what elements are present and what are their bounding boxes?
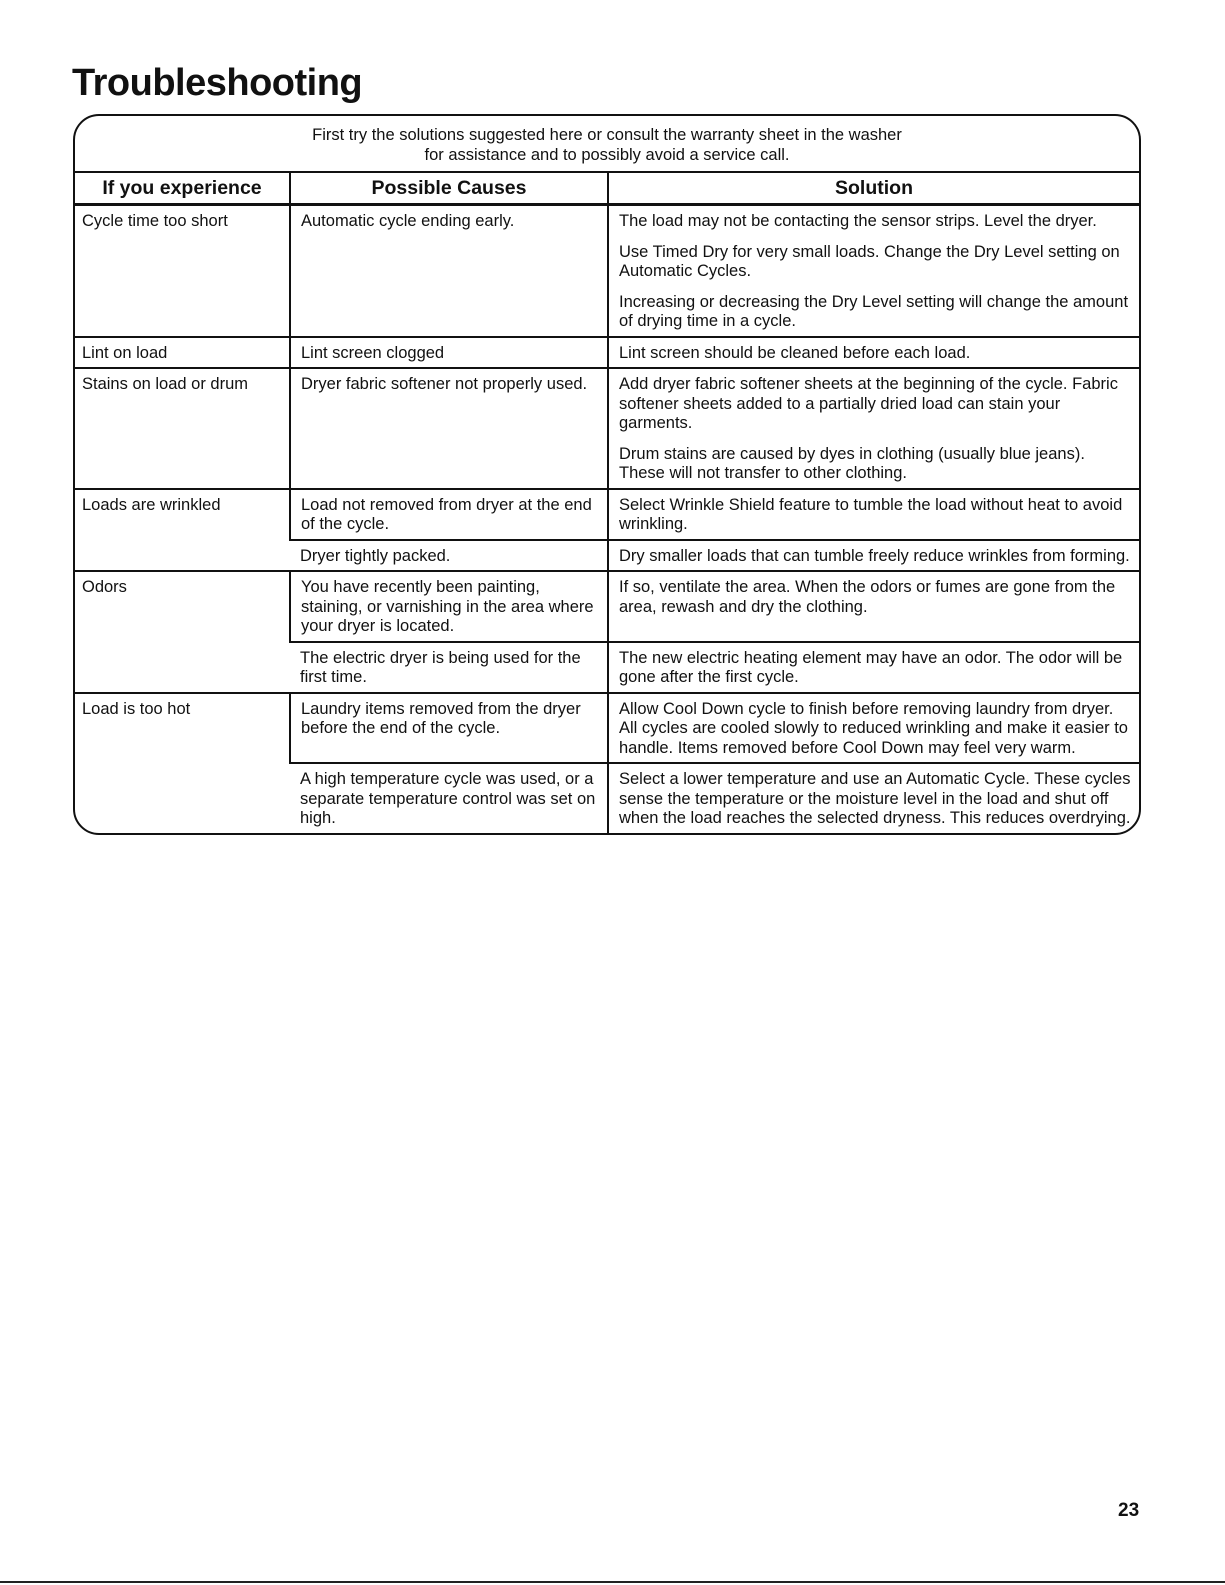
table-row	[75, 489, 1139, 540]
table-body	[75, 205, 1139, 833]
bottom-rule	[0, 1581, 1225, 1583]
solution-paragraph: The load may not be contacting the sensor strips. Level the dryer.	[619, 212, 1097, 230]
experience-cell: Lint on load	[75, 337, 290, 369]
cause-cell: The electric dryer is being used for the first time.	[290, 642, 608, 693]
table-row	[75, 693, 1139, 764]
cause-cell: Laundry items removed from the dryer before the end of the cycle.	[290, 693, 608, 764]
experience-cell: Stains on load or drum	[75, 368, 290, 489]
experience-cell: Loads are wrinkled	[75, 489, 290, 572]
cause-cell: Dryer tightly packed.	[290, 540, 608, 572]
solution-paragraph: Drum stains are caused by dyes in clothing (usually blue jeans). These will not transfer to other clothing.	[619, 444, 1085, 482]
table-header-row	[75, 173, 1139, 205]
solution-cell	[608, 571, 1139, 642]
solution-paragraph: Use Timed Dry for very small loads. Change the Dry Level setting on Automatic Cycles.	[619, 242, 1120, 280]
page-number: 23	[1118, 1500, 1140, 1521]
table-row	[75, 368, 1139, 489]
solution-cell	[608, 693, 1139, 764]
cause-cell: You have recently been painting, staining, or varnishing in the area where your dryer is located.	[290, 571, 608, 642]
intro-line-2: for assistance and to possibly avoid a service call.	[424, 146, 790, 164]
table-row	[75, 337, 1139, 369]
solution-paragraph: Allow Cool Down cycle to finish before removing laundry from dryer. All cycles are cooled slowly to reduced wrinkling and make it easier to handle. Items removed before Cool Down may feel very warm.	[619, 699, 1128, 757]
solution-cell	[608, 642, 1139, 693]
intro-line-1: First try the solutions suggested here or consult the warranty sheet in the washer	[312, 126, 902, 144]
troubleshooting-panel	[73, 114, 1141, 835]
solution-paragraph: Lint screen should be cleaned before each load.	[619, 343, 971, 362]
solution-cell	[608, 337, 1139, 369]
table-row	[75, 571, 1139, 642]
intro-note	[75, 116, 1139, 173]
solution-paragraph: Select a lower temperature and use an Automatic Cycle. These cycles sense the temperature or the moisture level in the load and shut off when the load reaches the selected dryness. This reduces overdrying.	[619, 770, 1131, 827]
solution-cell	[608, 368, 1139, 489]
header-solution: Solution	[608, 173, 1139, 205]
solution-paragraph: The new electric heating element may have an odor. The odor will be gone after the first cycle.	[619, 648, 1123, 686]
header-experience: If you experience	[75, 173, 290, 205]
solution-paragraph: If so, ventilate the area. When the odors or fumes are gone from the area, rewash and dry the clothing.	[619, 578, 1116, 616]
solution-paragraph: Dry smaller loads that can tumble freely reduce wrinkles from forming.	[619, 546, 1130, 565]
solution-paragraph: Select Wrinkle Shield feature to tumble the load without heat to avoid wrinkling.	[619, 495, 1123, 533]
solution-cell	[608, 763, 1139, 833]
cause-cell: Load not removed from dryer at the end of the cycle.	[290, 489, 608, 540]
cause-cell: Automatic cycle ending early.	[290, 205, 608, 337]
solution-paragraph: Add dryer fabric softener sheets at the beginning of the cycle. Fabric softener sheets added to a partially dried load can stain your garments.	[619, 375, 1118, 432]
experience-cell: Cycle time too short	[82, 212, 228, 230]
experience-cell: Odors	[75, 571, 290, 693]
cause-cell: A high temperature cycle was used, or a separate temperature control was set on high.	[290, 763, 608, 833]
header-causes: Possible Causes	[290, 173, 608, 205]
experience-cell: Load is too hot	[75, 693, 290, 833]
page-title: Troubleshooting	[72, 62, 363, 104]
solution-paragraph: Increasing or decreasing the Dry Level setting will change the amount of drying time in a cycle.	[619, 292, 1129, 330]
table-row	[75, 205, 1139, 337]
solution-cell	[608, 205, 1139, 337]
troubleshooting-table	[75, 173, 1139, 833]
cause-cell: Dryer fabric softener not properly used.	[290, 368, 608, 489]
solution-cell	[608, 489, 1139, 540]
cause-cell: Lint screen clogged	[290, 337, 608, 369]
solution-cell	[608, 540, 1139, 572]
